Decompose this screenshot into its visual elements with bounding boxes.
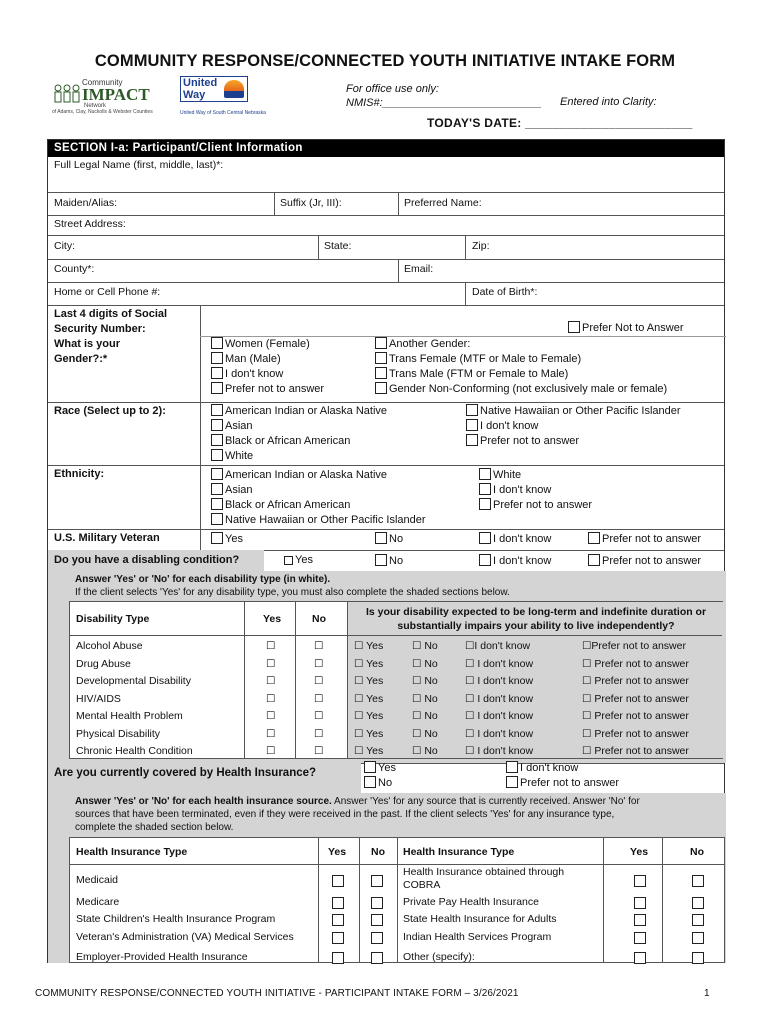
- gender-option[interactable]: Gender Non-Conforming (not exclusively male or female): [375, 382, 667, 396]
- checkbox-icon[interactable]: [588, 554, 600, 566]
- checkbox-icon[interactable]: [375, 382, 387, 394]
- ethnicity-option[interactable]: Asian: [211, 483, 253, 497]
- disability-type-label: Mental Health Problem: [76, 710, 183, 722]
- longterm-yes-option[interactable]: ☐ Yes: [354, 640, 384, 652]
- checkbox-icon[interactable]: [211, 419, 223, 431]
- checkbox-icon[interactable]: [284, 556, 293, 565]
- checkbox-icon[interactable]: [211, 498, 223, 510]
- insurance-type-label: Indian Health Services Program: [403, 931, 552, 943]
- checkbox-icon[interactable]: [479, 468, 491, 480]
- disability-type-label: Alcohol Abuse: [76, 640, 143, 652]
- insurance-type-label: Other (specify):: [403, 951, 475, 963]
- disability-no-checkbox[interactable]: ☐: [314, 692, 324, 705]
- ssn-prefer-option[interactable]: Prefer Not to Answer: [568, 321, 684, 335]
- checkbox-icon[interactable]: [479, 554, 491, 566]
- checkbox-icon[interactable]: [211, 513, 223, 525]
- disability-no-checkbox[interactable]: ☐: [314, 657, 324, 670]
- checkbox-icon[interactable]: [211, 404, 223, 416]
- disability-yes-checkbox[interactable]: ☐: [266, 745, 276, 757]
- email-field[interactable]: Email:: [404, 263, 434, 275]
- checkbox-icon[interactable]: [466, 404, 478, 416]
- insurance-checkbox[interactable]: [332, 932, 344, 944]
- checkbox-icon[interactable]: [211, 468, 223, 480]
- insurance-type-label: Health Insurance obtained through COBRA: [403, 866, 565, 891]
- checkbox-icon[interactable]: [211, 434, 223, 446]
- community-impact-logo: Community IMPACT Network of Adams, Clay, Nuckolls & Webster Counties: [52, 78, 153, 115]
- full-name-field[interactable]: Full Legal Name (first, middle, last)*:: [54, 159, 224, 171]
- disability-type-label: Developmental Disability: [76, 675, 191, 687]
- longterm-no-option[interactable]: ☐ No: [412, 692, 438, 705]
- longterm-no-option[interactable]: ☐ No: [412, 640, 438, 652]
- zip-field[interactable]: Zip:: [472, 240, 490, 252]
- veteran-option[interactable]: No: [375, 532, 403, 546]
- checkbox-icon[interactable]: [211, 382, 223, 394]
- longterm-no-option[interactable]: ☐ No: [412, 657, 438, 670]
- insurance-option[interactable]: Prefer not to answer: [506, 776, 619, 790]
- race-option[interactable]: Prefer not to answer: [466, 434, 579, 448]
- insurance-instructions-2: sources that have been terminated, even if they were received in the past. If the client selects 'Yes' for any insurance type,: [75, 809, 615, 820]
- ethnicity-option[interactable]: Native Hawaiian or Other Pacific Islander: [211, 513, 426, 527]
- longterm-prefer-option[interactable]: ☐ Prefer not to answer: [582, 710, 689, 722]
- checkbox-icon[interactable]: [375, 337, 387, 349]
- checkbox-icon[interactable]: [506, 761, 518, 773]
- insurance-checkbox[interactable]: [634, 932, 646, 944]
- insurance-checkbox[interactable]: [692, 875, 704, 887]
- insurance-type-label: State Children's Health Insurance Program: [76, 913, 276, 925]
- longterm-yes-option[interactable]: ☐ Yes: [354, 710, 384, 722]
- insurance-checkbox[interactable]: [634, 952, 646, 964]
- disability-yes-checkbox[interactable]: ☐: [266, 675, 276, 687]
- clarity-label: Entered into Clarity:: [560, 96, 657, 108]
- longterm-no-option[interactable]: ☐ No: [412, 727, 438, 740]
- sun-icon: [224, 80, 244, 98]
- gender-label: What is your Gender?:*: [54, 338, 121, 365]
- disability-instructions: Answer 'Yes' or 'No' for each disability type (in white).: [75, 574, 331, 585]
- race-label: Race (Select up to 2):: [54, 405, 166, 417]
- longterm-no-option[interactable]: ☐ No: [412, 675, 438, 687]
- gender-option[interactable]: Another Gender:: [375, 337, 470, 351]
- checkbox-icon[interactable]: [479, 532, 491, 544]
- ssn-label: Last 4 digits of Social Security Number:: [54, 308, 168, 335]
- insurance-type-label: State Health Insurance for Adults: [403, 913, 557, 925]
- todays-date-field[interactable]: TODAY'S DATE: ________________________: [427, 116, 693, 130]
- insurance-option[interactable]: No: [364, 776, 392, 790]
- section-header: SECTION I-a: Participant/Client Information: [48, 140, 724, 157]
- insurance-checkbox[interactable]: [692, 932, 704, 944]
- veteran-option[interactable]: Prefer not to answer: [588, 532, 701, 546]
- gender-option[interactable]: I don't know: [211, 367, 283, 381]
- checkbox-icon[interactable]: [364, 776, 376, 788]
- insurance-checkbox[interactable]: [332, 952, 344, 964]
- longterm-no-option[interactable]: ☐ No: [412, 710, 438, 722]
- ethnicity-label: Ethnicity:: [54, 468, 105, 480]
- dob-field[interactable]: Date of Birth*:: [472, 286, 538, 298]
- checkbox-icon[interactable]: [364, 761, 376, 773]
- disabling-option[interactable]: Yes: [284, 554, 313, 567]
- longterm-yes-option[interactable]: ☐ Yes: [354, 692, 384, 705]
- longterm-idk-option[interactable]: ☐ I don't know: [465, 745, 534, 757]
- longterm-yes-option[interactable]: ☐ Yes: [354, 727, 384, 740]
- nmis-field[interactable]: NMIS#:__________________________: [346, 97, 542, 109]
- race-option[interactable]: White: [211, 449, 253, 463]
- longterm-idk-option[interactable]: ☐ I don't know: [465, 727, 534, 740]
- people-icon: [52, 84, 82, 106]
- united-way-logo: United Way United Way of South Central Nebraska: [180, 77, 266, 116]
- insurance-checkbox[interactable]: [332, 897, 344, 909]
- gender-option[interactable]: Women (Female): [211, 337, 310, 351]
- insurance-checkbox[interactable]: [371, 932, 383, 944]
- veteran-option[interactable]: I don't know: [479, 532, 551, 546]
- state-field[interactable]: State:: [324, 240, 352, 252]
- suffix-field[interactable]: Suffix (Jr, III):: [280, 197, 342, 209]
- insurance-type-label: Medicare: [76, 896, 120, 908]
- checkbox-icon[interactable]: [211, 449, 223, 461]
- longterm-yes-option[interactable]: ☐ Yes: [354, 745, 384, 757]
- disability-table: Disability Type Yes No Is your disability expected to be long-term and indefinite duration or substantially impairs your ability to live independently? Alcohol Abuse ☐ ☐ ☐ Yes ☐ No ☐I don't know ☐Prefer not to answer Drug Abuse ☐ ☐ ☐ Yes ☐ No ☐ I don't know ☐ Prefer not to answer Developmental Disability ☐ ☐ ☐ Yes ☐ No ☐ I don't know ☐ Prefer not to answer HIV/AIDS ☐ ☐ ☐ Yes ☐ No ☐ I don't know ☐ Prefer not to answer Mental Health Problem ☐ ☐ ☐ Yes ☐ No ☐ I don't know ☐ Prefer not to answer Physical Disability ☐ ☐ ☐ Yes ☐ No ☐ I don't know ☐ Prefer not to answer Chronic Health Condition ☐ ☐ ☐ Yes ☐ No ☐ I don't know ☐ Prefer not to answer: [69, 601, 723, 759]
- longterm-yes-option[interactable]: ☐ Yes: [354, 675, 384, 687]
- checkbox-icon[interactable]: [375, 352, 387, 364]
- disability-instructions-2: If the client selects 'Yes' for any disability type, you must also complete the shaded sections below.: [75, 587, 510, 598]
- gender-option[interactable]: Prefer not to answer: [211, 382, 324, 396]
- insurance-checkbox[interactable]: [692, 897, 704, 909]
- city-field[interactable]: City:: [54, 240, 75, 252]
- disability-yes-checkbox[interactable]: ☐: [266, 657, 276, 670]
- preferred-name-field[interactable]: Preferred Name:: [404, 197, 482, 209]
- disability-no-checkbox[interactable]: ☐: [314, 745, 324, 757]
- longterm-no-option[interactable]: ☐ No: [412, 745, 438, 757]
- disability-yes-checkbox[interactable]: ☐: [266, 710, 276, 722]
- longterm-idk-option[interactable]: ☐ I don't know: [465, 675, 534, 687]
- veteran-label: U.S. Military Veteran: [54, 532, 160, 544]
- insurance-checkbox[interactable]: [371, 875, 383, 887]
- longterm-prefer-option[interactable]: ☐ Prefer not to answer: [582, 657, 689, 670]
- checkbox-icon[interactable]: [375, 367, 387, 379]
- insurance-checkbox[interactable]: [332, 875, 344, 887]
- disability-yes-checkbox[interactable]: ☐: [266, 727, 276, 740]
- gender-option[interactable]: Trans Female (MTF or Male to Female): [375, 352, 581, 366]
- race-option[interactable]: I don't know: [466, 419, 538, 433]
- insurance-checkbox[interactable]: [634, 914, 646, 926]
- gender-option[interactable]: Trans Male (FTM or Female to Male): [375, 367, 568, 381]
- disabling-option[interactable]: No: [375, 554, 403, 568]
- checkbox-icon[interactable]: [211, 337, 223, 349]
- checkbox-icon[interactable]: [375, 532, 387, 544]
- insurance-option[interactable]: I don't know: [506, 761, 578, 775]
- longterm-idk-option[interactable]: ☐ I don't know: [465, 710, 534, 722]
- phone-field[interactable]: Home or Cell Phone #:: [54, 286, 161, 298]
- insurance-label: Are you currently covered by Health Insurance?: [54, 767, 317, 779]
- insurance-checkbox[interactable]: [371, 897, 383, 909]
- longterm-prefer-option[interactable]: ☐Prefer not to answer: [582, 640, 686, 652]
- insurance-checkbox[interactable]: [634, 875, 646, 887]
- insurance-table: Health Insurance Type Yes No Health Insurance Type Yes No Medicaid Health Insurance obtained through COBRA Medicare Private Pay Health Insurance State Children's Health Insurance Program State Health Insurance for Adults Veteran's Administration (VA) Medical Services Indian Health Services Program Employer-Provided Health Insurance Other (specify):: [69, 837, 725, 963]
- insurance-type-label: Medicaid: [76, 874, 119, 886]
- insurance-checkbox[interactable]: [371, 952, 383, 964]
- longterm-yes-option[interactable]: ☐ Yes: [354, 657, 384, 670]
- disability-type-label: Chronic Health Condition: [76, 745, 193, 757]
- longterm-idk-option[interactable]: ☐ I don't know: [465, 692, 534, 705]
- longterm-prefer-option[interactable]: ☐ Prefer not to answer: [582, 727, 689, 740]
- intake-form: [47, 139, 725, 963]
- checkbox-icon[interactable]: [375, 554, 387, 566]
- veteran-option[interactable]: Yes: [211, 532, 243, 546]
- insurance-checkbox[interactable]: [332, 914, 344, 926]
- street-address-field[interactable]: Street Address:: [54, 218, 126, 230]
- form-title: COMMUNITY RESPONSE/CONNECTED YOUTH INITIATIVE INTAKE FORM: [94, 52, 676, 70]
- checkbox-icon[interactable]: [506, 776, 518, 788]
- insurance-checkbox[interactable]: [634, 897, 646, 909]
- longterm-prefer-option[interactable]: ☐ Prefer not to answer: [582, 692, 689, 705]
- checkbox-icon[interactable]: [588, 532, 600, 544]
- disability-type-label: Drug Abuse: [76, 657, 131, 670]
- insurance-type-label: Veteran's Administration (VA) Medical Services: [76, 931, 294, 943]
- insurance-checkbox[interactable]: [692, 914, 704, 926]
- checkbox-icon[interactable]: [479, 483, 491, 495]
- checkbox-icon[interactable]: [466, 434, 478, 446]
- race-option[interactable]: Black or African American: [211, 434, 350, 448]
- gender-option[interactable]: Man (Male): [211, 352, 281, 366]
- checkbox-icon[interactable]: [211, 352, 223, 364]
- race-option[interactable]: Native Hawaiian or Other Pacific Islander: [466, 404, 681, 418]
- checkbox-icon[interactable]: [479, 498, 491, 510]
- insurance-instructions-3: complete the shaded section below.: [75, 822, 234, 833]
- ethnicity-option[interactable]: American Indian or Alaska Native: [211, 468, 387, 482]
- race-option[interactable]: American Indian or Alaska Native: [211, 404, 387, 418]
- checkbox-icon[interactable]: [211, 483, 223, 495]
- disability-no-checkbox[interactable]: ☐: [314, 710, 324, 722]
- checkbox-icon[interactable]: [211, 367, 223, 379]
- insurance-type-label: Employer-Provided Health Insurance: [76, 951, 248, 963]
- insurance-checkbox[interactable]: [371, 914, 383, 926]
- disability-type-label: HIV/AIDS: [76, 692, 121, 705]
- checkbox-icon[interactable]: [466, 419, 478, 431]
- longterm-prefer-option[interactable]: ☐ Prefer not to answer: [582, 675, 689, 687]
- disability-type-label: Physical Disability: [76, 727, 161, 740]
- county-field[interactable]: County*:: [54, 263, 95, 275]
- ethnicity-option[interactable]: Prefer not to answer: [479, 498, 592, 512]
- insurance-instructions: Answer 'Yes' or 'No' for each health insurance source. Answer 'Yes' for any source that is currently received. Answer 'No' for: [75, 796, 640, 807]
- maiden-field[interactable]: Maiden/Alias:: [54, 197, 118, 209]
- disability-no-checkbox[interactable]: ☐: [314, 640, 324, 652]
- disabling-option[interactable]: I don't know: [479, 554, 551, 568]
- disabling-condition-label: Do you have a disabling condition?: [54, 554, 240, 566]
- longterm-idk-option[interactable]: ☐I don't know: [465, 640, 531, 652]
- footer-text: COMMUNITY RESPONSE/CONNECTED YOUTH INITIATIVE - PARTICIPANT INTAKE FORM – 3/26/2021: [35, 988, 519, 999]
- race-option[interactable]: Asian: [211, 419, 253, 433]
- longterm-prefer-option[interactable]: ☐ Prefer not to answer: [582, 745, 689, 757]
- disability-yes-checkbox[interactable]: ☐: [266, 692, 276, 705]
- checkbox-icon[interactable]: [211, 532, 223, 544]
- office-use: For office use only: NMIS#:__________________________: [346, 83, 542, 109]
- ethnicity-option[interactable]: White: [479, 468, 521, 482]
- insurance-checkbox[interactable]: [692, 952, 704, 964]
- disabling-option[interactable]: Prefer not to answer: [588, 554, 701, 568]
- disability-no-checkbox[interactable]: ☐: [314, 675, 324, 687]
- insurance-type-label: Private Pay Health Insurance: [403, 896, 539, 908]
- ethnicity-option[interactable]: I don't know: [479, 483, 551, 497]
- ethnicity-option[interactable]: Black or African American: [211, 498, 350, 512]
- disability-yes-checkbox[interactable]: ☐: [266, 640, 276, 652]
- page-number: 1: [704, 988, 710, 999]
- longterm-idk-option[interactable]: ☐ I don't know: [465, 657, 534, 670]
- disability-no-checkbox[interactable]: ☐: [314, 727, 324, 740]
- insurance-option[interactable]: Yes: [364, 761, 396, 775]
